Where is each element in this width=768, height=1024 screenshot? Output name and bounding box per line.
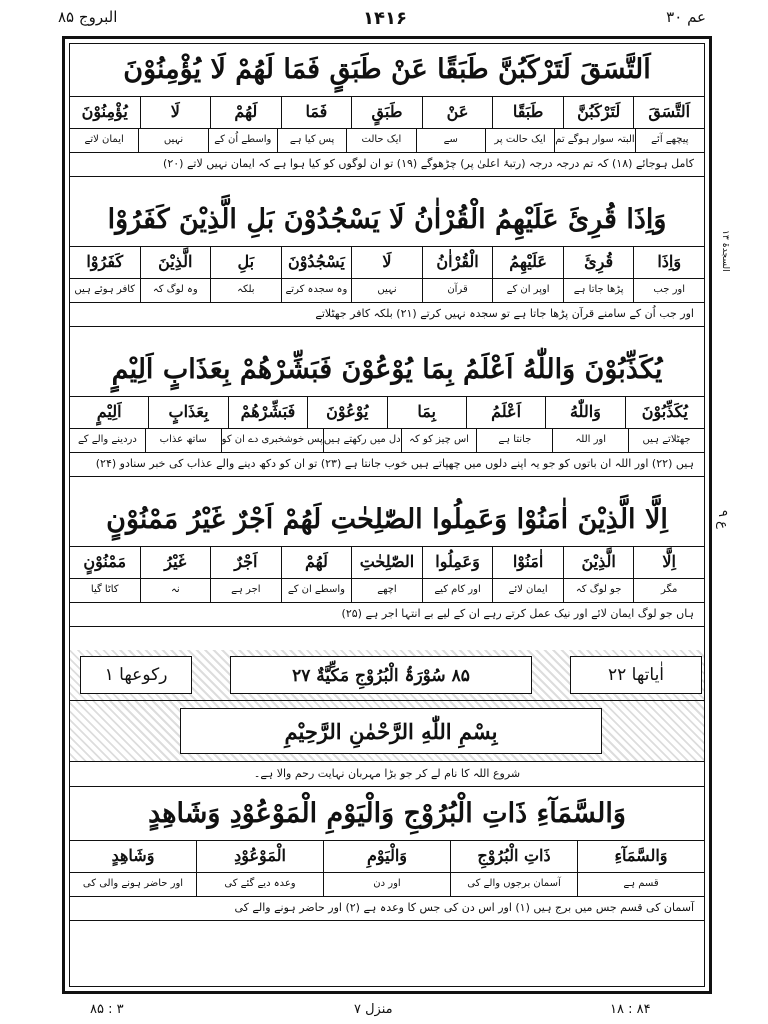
- meaning-cell: اچھے: [351, 578, 422, 602]
- page-footer: [0, 998, 768, 1020]
- basmala-translation: شروع اللہ کا نام لے کر جو بڑا مہربان نہایت رحم والا ہے۔: [70, 762, 704, 787]
- translation-line: اور جب اُن کے سامنے قرآن پڑھا جاتا ہے تو سجدہ نہیں کرتے (۲۱) بلکہ کافر جھٹلاتے: [70, 302, 704, 327]
- word-cell: مَمْنُوْنٍ: [83, 552, 127, 571]
- word-cell: كَفَرُوْا: [86, 252, 124, 271]
- translation-line: کامل ہوجائے (۱۸) کہ تم درجہ درجہ (رتبۂ اعلیٰ پر) چڑھوگے (۱۹) تو ان لوگوں کو کیا ہوا ہے کہ ایمان نہیں لاتے (۲۰): [70, 152, 704, 177]
- translation-line: آسمان کی قسم جس میں برج ہیں (۱) اور اس دن کی جس کا وعدہ ہے (۲) اور حاضر ہونے والے کی: [70, 896, 704, 921]
- meaning-cell: کافر ہوئے ہیں: [74, 284, 136, 295]
- page-frame: [62, 36, 712, 994]
- word-cell: لَا: [140, 96, 211, 128]
- meaning-cell: ایمان لاتے: [84, 134, 124, 145]
- page-number: ۱۴۱۶: [363, 8, 407, 29]
- ayah-line: وَاِذَا قُرِئَ عَلَيْهِمُ الْقُرْاٰنُ لَا يَسْجُدُوْنَ بَلِ الَّذِيْنَ كَفَرُوْا: [70, 194, 704, 247]
- word-cell: اَلِيْمٍ: [96, 402, 122, 421]
- word-cell: بَلِ: [210, 246, 281, 278]
- ruku-mark: ع ۹: [715, 510, 730, 529]
- word-cell: الْقُرْاٰنُ: [422, 246, 493, 278]
- word-cell: الْمَوْعُوْدِ: [196, 840, 323, 872]
- word-cell: وَاِذَا: [633, 246, 704, 278]
- word-cell: بِمَا: [387, 396, 466, 428]
- ayah-line: اَلتَّسَقَ لَتَرْكَبُنَّ طَبَقًا عَنْ طَبَقٍ فَمَا لَهُمْ لَا يُؤْمِنُوْنَ: [70, 44, 704, 97]
- ruku-count: رکوعھا ۱: [80, 656, 192, 694]
- meaning-cell: واسطے ان کے: [281, 578, 352, 602]
- meaning-cell: دل میں رکھتے ہیں: [323, 428, 401, 452]
- word-cell: غَيْرُ: [140, 546, 211, 578]
- content-area: [69, 43, 705, 987]
- meaning-cell: اور اللہ: [552, 428, 628, 452]
- meaning-cell: ایمان لائے: [492, 578, 563, 602]
- word-cell: اَعْلَمُ: [466, 396, 545, 428]
- meaning-cell: ساتھ عذاب: [145, 428, 221, 452]
- meaning-cell: نہیں: [138, 128, 207, 152]
- word-cell: فَمَا: [281, 96, 352, 128]
- meaning-cell: ایک حالت پر: [485, 128, 554, 152]
- meaning-cell: پس خوشخبری دے ان کو: [221, 428, 323, 452]
- meaning-cell: نہ: [140, 578, 211, 602]
- word-cell: الصّٰلِحٰتِ: [351, 546, 422, 578]
- meaning-row: [70, 128, 704, 153]
- meaning-cell: اوپر ان کے: [492, 278, 563, 302]
- page-header: [0, 4, 768, 32]
- word-cell: لَهُمْ: [210, 96, 281, 128]
- word-cell: لَتَرْكَبُنَّ: [563, 96, 634, 128]
- meaning-cell: قسم ہے: [577, 872, 704, 896]
- meaning-cell: اس چیز کو کہ: [401, 428, 477, 452]
- meaning-cell: وہ لوگ کہ: [140, 278, 211, 302]
- word-cell: عَنْ: [422, 96, 493, 128]
- word-cell: لَهُمْ: [281, 546, 352, 578]
- meaning-cell: اور دن: [323, 872, 450, 896]
- word-cell: اٰمَنُوْا: [492, 546, 563, 578]
- word-cell: اِلَّا: [633, 546, 704, 578]
- word-row: [70, 396, 704, 429]
- meaning-row: [70, 278, 704, 303]
- meaning-cell: قرآن: [422, 278, 493, 302]
- translation-line: ہیں (۲۲) اور اللہ ان باتوں کو جو یہ اپنے دلوں میں چھپاتے ہیں خوب جانتا ہے (۲۳) تو ان کو دکھ دینے والے عذاب کی خبر سنادو (۲۴): [70, 452, 704, 477]
- meaning-row: [70, 578, 704, 603]
- translation-line: ہاں جو لوگ ایمان لائے اور نیک عمل کرتے رہے ان کے لیے بے انتہا اجر ہے (۲۵): [70, 602, 704, 627]
- word-row: [70, 840, 704, 873]
- meaning-cell: اور حاضر ہونے والی کی: [82, 878, 184, 889]
- word-cell: وَشَاهِدٍ: [111, 846, 155, 865]
- meaning-cell: اور کام کیے: [422, 578, 493, 602]
- meaning-cell: کاٹا گیا: [90, 584, 119, 595]
- word-cell: وَعَمِلُوا: [422, 546, 493, 578]
- meaning-cell: پس کیا ہے: [277, 128, 346, 152]
- meaning-cell: سے: [416, 128, 485, 152]
- sajda-note: السجدۃ ۱۳: [720, 230, 730, 272]
- surah-reference: البروج ۸۵: [58, 8, 118, 26]
- meaning-cell: نہیں: [351, 278, 422, 302]
- meaning-row: [70, 872, 704, 897]
- para-label: عم ۳۰: [666, 8, 706, 26]
- word-cell: وَالسَّمَآءِ: [577, 840, 704, 872]
- ayat-count: اٰیاتھا ۲۲: [570, 656, 702, 694]
- meaning-cell: جھٹلاتے ہیں: [628, 428, 704, 452]
- basmala: بِسْمِ اللّٰهِ الرَّحْمٰنِ الرَّحِيْمِ: [180, 708, 602, 754]
- word-row: [70, 546, 704, 579]
- ayah-line: اِلَّا الَّذِيْنَ اٰمَنُوْا وَعَمِلُوا الصّٰلِحٰتِ لَهُمْ اَجْرٌ غَيْرُ مَمْنُوْنٍ: [70, 494, 704, 547]
- meaning-cell: جو لوگ کہ: [563, 578, 634, 602]
- ayah-line: وَالسَّمَآءِ ذَاتِ الْبُرُوْجِ وَالْيَوْمِ الْمَوْعُوْدِ وَشَاهِدٍ: [70, 788, 704, 841]
- meaning-cell: پیچھے آئے: [635, 128, 704, 152]
- word-cell: فَبَشِّرْهُمْ: [228, 396, 307, 428]
- word-cell: اَلتَّسَقَ: [633, 96, 704, 128]
- meaning-cell: بلکہ: [210, 278, 281, 302]
- meaning-row: [70, 428, 704, 453]
- word-cell: يَسْجُدُوْنَ: [281, 246, 352, 278]
- word-cell: لَا: [351, 246, 422, 278]
- word-cell: وَالْيَوْمِ: [323, 840, 450, 872]
- word-cell: عَلَيْهِمُ: [492, 246, 563, 278]
- word-cell: الَّذِيْنَ: [140, 246, 211, 278]
- meaning-cell: دردینے والے کے: [77, 434, 137, 445]
- meaning-cell: مگر: [633, 578, 704, 602]
- word-cell: يُكَذِّبُوْنَ: [625, 396, 704, 428]
- ayah-line: يُكَذِّبُوْنَ وَاللّٰهُ اَعْلَمُ بِمَا يُوْعُوْنَ فَبَشِّرْهُمْ بِعَذَابٍ اَلِيْمٍ: [70, 344, 704, 397]
- word-cell: ذَاتِ الْبُرُوْجِ: [450, 840, 577, 872]
- word-cell: اَجْرٌ: [210, 546, 281, 578]
- word-row: [70, 246, 704, 279]
- word-cell: يُؤْمِنُوْنَ: [81, 102, 128, 121]
- meaning-cell: اجر ہے: [210, 578, 281, 602]
- footer-right: ۱۸ : ۸۴: [610, 1002, 651, 1017]
- word-cell: قُرِئَ: [563, 246, 634, 278]
- meaning-cell: وعدہ دیے گئے کی: [196, 872, 323, 896]
- meaning-cell: وہ سجدہ کرتے: [281, 278, 352, 302]
- meaning-cell: ایک حالت: [346, 128, 415, 152]
- manzil-label: منزل ۷: [354, 1002, 393, 1017]
- meaning-cell: آسمان برجوں والے کی: [450, 872, 577, 896]
- surah-name: ۸۵ سُوْرَۃُ الْبُرُوْجِ مَكِّيَّةٌ ۲۷: [230, 656, 532, 694]
- word-cell: طَبَقٍ: [351, 96, 422, 128]
- meaning-cell: پڑھا جاتا ہے: [563, 278, 634, 302]
- word-row: [70, 96, 704, 129]
- meaning-cell: واسطے اُن کے: [208, 128, 277, 152]
- meaning-cell: جانتا ہے: [476, 428, 552, 452]
- word-cell: الَّذِيْنَ: [563, 546, 634, 578]
- word-cell: وَاللّٰهُ: [545, 396, 624, 428]
- word-cell: بِعَذَابٍ: [148, 396, 227, 428]
- meaning-cell: اور جب: [633, 278, 704, 302]
- word-cell: طَبَقًا: [492, 96, 563, 128]
- word-cell: يُوْعُوْنَ: [307, 396, 386, 428]
- footer-left: ۸۵ : ۳: [90, 1002, 124, 1017]
- meaning-cell: البتہ سوار ہوگے تم: [554, 128, 635, 152]
